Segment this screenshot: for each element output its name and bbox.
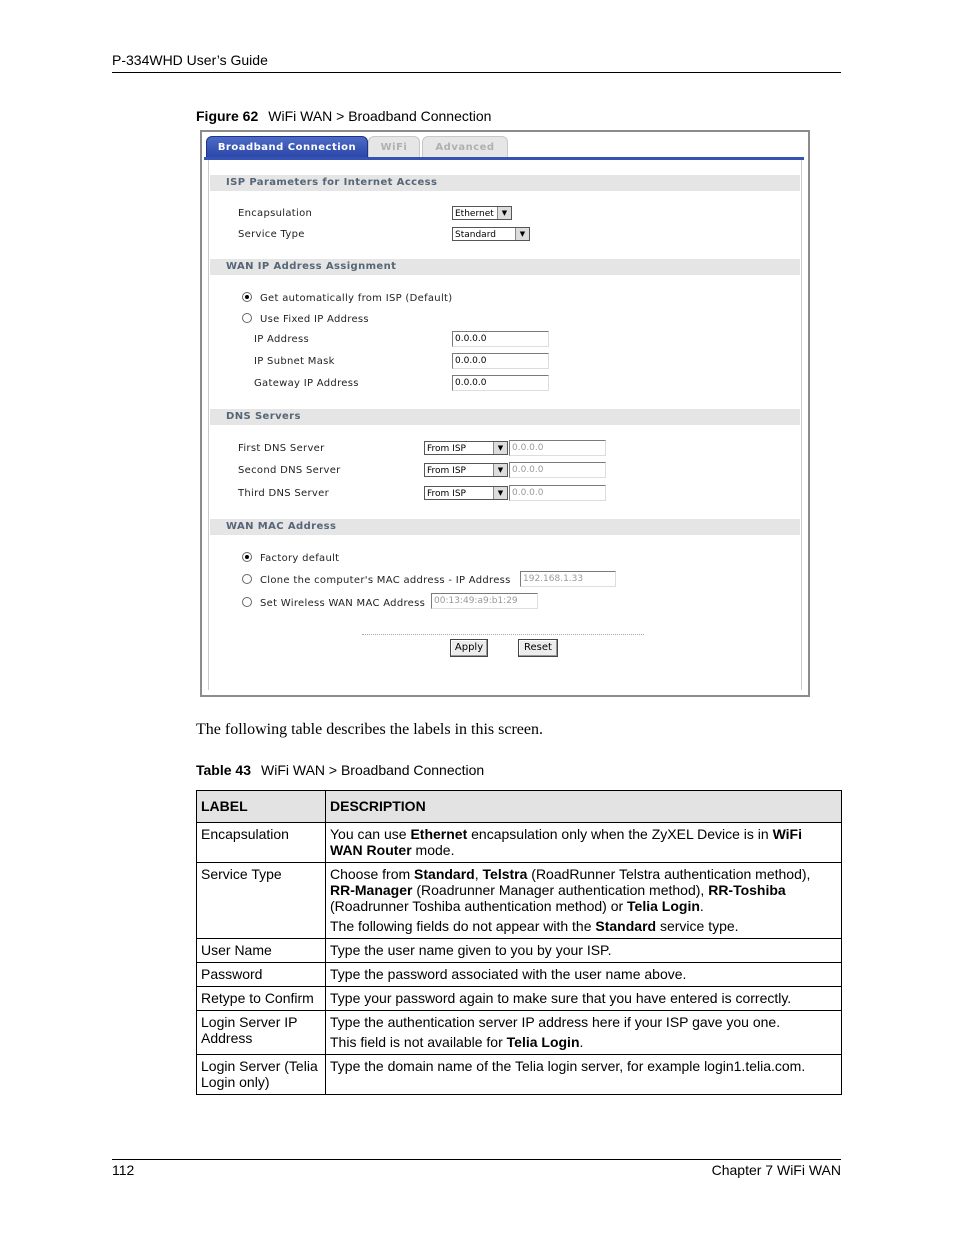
header-rule xyxy=(112,72,841,73)
tab-wifi[interactable]: WiFi xyxy=(368,136,420,158)
tab-bar xyxy=(204,136,804,158)
router-screenshot xyxy=(200,130,810,697)
row-description: You can use Ethernet encapsulation only when the ZyXEL Device is in WiFi WAN Router mode. xyxy=(326,823,842,863)
row-description: Type the domain name of the Telia login server, for example login1.telia.com. xyxy=(326,1055,842,1095)
ip-address-input[interactable]: 0.0.0.0 xyxy=(452,331,549,347)
running-header: P-334WHD User’s Guide xyxy=(112,52,268,68)
clone-mac-radio[interactable] xyxy=(242,574,252,584)
dns-second-input[interactable]: 0.0.0.0 xyxy=(509,462,606,478)
dns-first-select[interactable]: From ISP ▼ xyxy=(424,441,508,455)
row-description: Choose from Standard, Telstra (RoadRunner Telstra authentication method), RR-Manager (Roadrunner Manager authentication method), RR-Toshiba (Roadrunner Toshiba authentication method) or Telia Login. The following fields do not appear with the Standard service type. xyxy=(326,863,842,939)
chevron-down-icon: ▼ xyxy=(493,442,507,454)
dns-third-label: Third DNS Server xyxy=(238,488,329,499)
tab-broadband-connection[interactable]: Broadband Connection xyxy=(206,136,368,158)
service-type-label: Service Type xyxy=(238,229,305,240)
chapter-title: Chapter 7 WiFi WAN xyxy=(711,1162,841,1178)
page-number: 112 xyxy=(112,1162,135,1178)
gateway-input[interactable]: 0.0.0.0 xyxy=(452,375,549,391)
description-table xyxy=(196,790,842,1095)
encapsulation-label: Encapsulation xyxy=(238,208,313,219)
subnet-mask-input[interactable]: 0.0.0.0 xyxy=(452,353,549,369)
table-row xyxy=(197,863,842,939)
chevron-down-icon: ▼ xyxy=(497,207,511,219)
row-label: Login Server (Telia Login only) xyxy=(197,1055,326,1095)
set-mac-radio[interactable] xyxy=(242,597,252,607)
apply-button[interactable]: Apply xyxy=(450,639,488,657)
table-header-row xyxy=(197,791,842,823)
set-mac-input[interactable]: 00:13:49:a9:b1:29 xyxy=(431,593,538,609)
chevron-down-icon: ▼ xyxy=(515,228,529,240)
figure-caption xyxy=(196,108,491,124)
row-description: Type the user name given to you by your ISP. xyxy=(326,939,842,963)
auto-ip-radio[interactable] xyxy=(242,292,252,302)
gateway-label: Gateway IP Address xyxy=(254,378,359,389)
clone-ip-input[interactable]: 192.168.1.33 xyxy=(520,571,616,587)
row-description: Type the password associated with the user name above. xyxy=(326,963,842,987)
dns-first-label: First DNS Server xyxy=(238,443,325,454)
chevron-down-icon: ▼ xyxy=(493,464,507,476)
table-row xyxy=(197,823,842,863)
table-row xyxy=(197,1055,842,1095)
fixed-ip-radio[interactable] xyxy=(242,313,252,323)
section-isp-parameters: ISP Parameters for Internet Access xyxy=(210,175,800,191)
figure-number: Figure 62 xyxy=(196,108,259,124)
chevron-down-icon: ▼ xyxy=(493,487,507,499)
row-label: Password xyxy=(197,963,326,987)
row-label: User Name xyxy=(197,939,326,963)
tab-advanced[interactable]: Advanced xyxy=(422,136,508,158)
table-row xyxy=(197,939,842,963)
row-label: Retype to Confirm xyxy=(197,987,326,1011)
row-label: Login Server IP Address xyxy=(197,1011,326,1055)
section-dns-servers: DNS Servers xyxy=(210,409,800,425)
row-description: Type the authentication server IP address here if your ISP gave you one. This field is not available for Telia Login. xyxy=(326,1011,842,1055)
table-row xyxy=(197,987,842,1011)
divider xyxy=(362,634,644,635)
row-label: Service Type xyxy=(197,863,326,939)
service-type-select[interactable]: Standard ▼ xyxy=(452,227,530,241)
auto-ip-label: Get automatically from ISP (Default) xyxy=(260,293,453,304)
row-description: Type your password again to make sure that you have entered is correctly. xyxy=(326,987,842,1011)
clone-mac-label: Clone the computer's MAC address - IP Address xyxy=(260,575,511,586)
section-wan-mac: WAN MAC Address xyxy=(210,519,800,535)
table-caption xyxy=(196,762,484,778)
table-title: WiFi WAN > Broadband Connection xyxy=(261,762,485,778)
row-label: Encapsulation xyxy=(197,823,326,863)
table-row xyxy=(197,1011,842,1055)
table-row xyxy=(197,963,842,987)
table-number: Table 43 xyxy=(196,762,251,778)
dns-second-label: Second DNS Server xyxy=(238,465,341,476)
intro-paragraph: The following table describes the labels in this screen. xyxy=(196,721,544,738)
ip-address-label: IP Address xyxy=(254,334,309,345)
col-label-header: LABEL xyxy=(197,791,326,823)
fixed-ip-label: Use Fixed IP Address xyxy=(260,314,369,325)
col-description-header: DESCRIPTION xyxy=(326,791,842,823)
reset-button[interactable]: Reset xyxy=(518,639,558,657)
dns-first-input[interactable]: 0.0.0.0 xyxy=(509,440,606,456)
factory-default-label: Factory default xyxy=(260,553,340,564)
set-mac-label: Set Wireless WAN MAC Address xyxy=(260,598,426,609)
encapsulation-select[interactable]: Ethernet ▼ xyxy=(452,206,512,220)
figure-title: WiFi WAN > Broadband Connection xyxy=(268,108,492,124)
dns-third-select[interactable]: From ISP ▼ xyxy=(424,486,508,500)
footer-rule xyxy=(112,1159,841,1160)
section-wan-ip: WAN IP Address Assignment xyxy=(210,259,800,275)
dns-second-select[interactable]: From ISP ▼ xyxy=(424,463,508,477)
subnet-mask-label: IP Subnet Mask xyxy=(254,356,335,367)
factory-default-radio[interactable] xyxy=(242,552,252,562)
dns-third-input[interactable]: 0.0.0.0 xyxy=(509,485,606,501)
